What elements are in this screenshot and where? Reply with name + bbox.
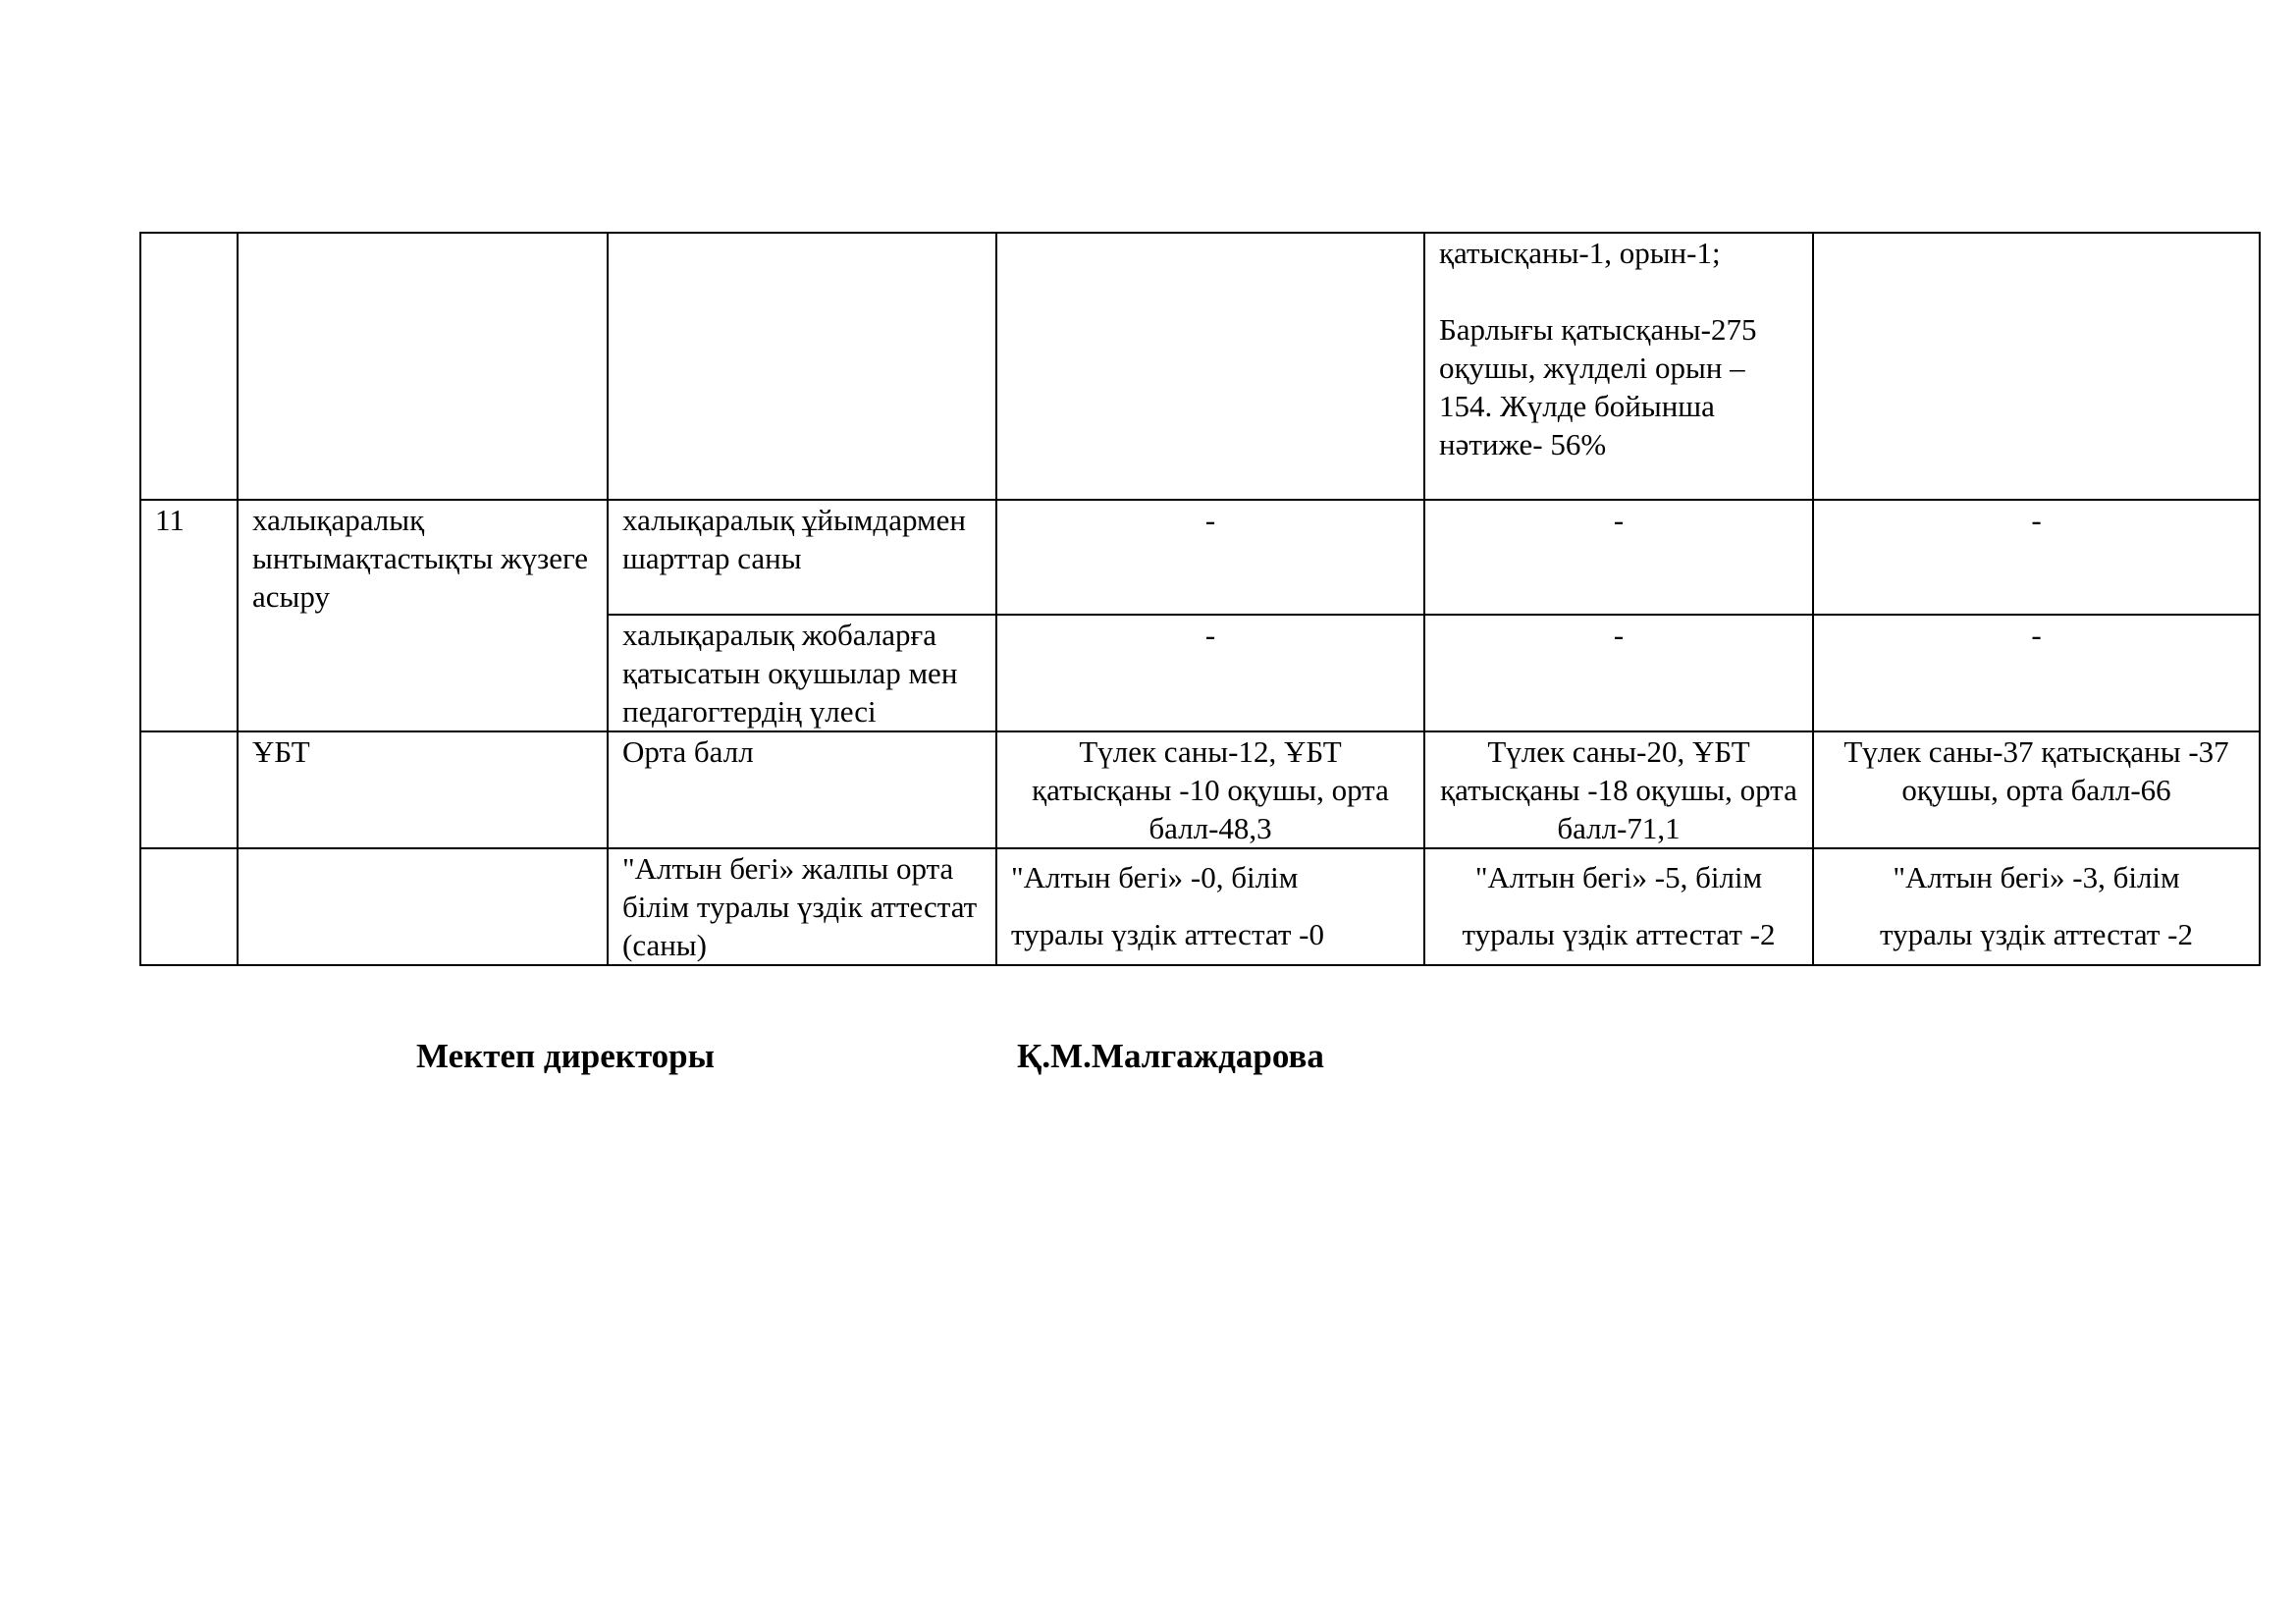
table-cell [140, 233, 238, 500]
signature-title: Мектеп директоры [416, 1037, 715, 1075]
row-number-cell: 11 [140, 500, 238, 731]
table-row-continuation [140, 233, 2260, 500]
value-cell: "Алтын бегі» -0, білім туралы үздік аттестат -0 [996, 848, 1424, 965]
table-cell [238, 233, 608, 500]
indicator-cell: халықаралық ұйымдармен шарттар саны [608, 500, 996, 615]
value-cell: - [996, 500, 1424, 615]
indicator-cell: Орта балл [608, 731, 996, 848]
table-row-altyn-belgi [140, 848, 2260, 965]
table-row-11a [140, 500, 2260, 615]
table-cell [996, 233, 1424, 500]
direction-cell: халықаралық ынтымақтастықты жүзеге асыру [238, 500, 608, 731]
value-cell: - [1813, 500, 2260, 615]
value-cell: Түлек саны-37 қатысқаны -37 оқушы, орта балл-66 [1813, 731, 2260, 848]
value-cell: "Алтын бегі» -5, білім туралы үздік аттестат -2 [1424, 848, 1813, 965]
table-cell [140, 848, 238, 965]
direction-cell: ҰБТ [238, 731, 608, 848]
table-cell [608, 233, 996, 500]
table-cell [140, 731, 238, 848]
signature-name: Қ.М.Малгаждарова [1017, 1037, 1324, 1075]
value-cell: - [996, 615, 1424, 731]
value-cell: Түлек саны-12, ҰБТ қатысқаны -10 оқушы, орта балл-48,3 [996, 731, 1424, 848]
value-cell: - [1813, 615, 2260, 731]
indicator-cell: "Алтын бегі» жалпы орта білім туралы үздік аттестат (саны) [608, 848, 996, 965]
table-cell [238, 848, 608, 965]
value-cell: Түлек саны-20, ҰБТ қатысқаны -18 оқушы, орта балл-71,1 [1424, 731, 1813, 848]
value-cell: - [1424, 500, 1813, 615]
olympiad-results-cell: қатысқаны-1, орын-1; Барлығы қатысқаны-275 оқушы, жүлделі орын – 154. Жүлде бойынша нәтиже- 56% [1424, 233, 1813, 500]
report-table [139, 232, 2261, 966]
indicator-cell: халықаралық жобаларға қатысатын оқушылар мен педагогтердің үлесі [608, 615, 996, 731]
value-cell: "Алтын бегі» -3, білім туралы үздік аттестат -2 [1813, 848, 2260, 965]
value-cell: - [1424, 615, 1813, 731]
table-cell [1813, 233, 2260, 500]
table-row-ubt [140, 731, 2260, 848]
